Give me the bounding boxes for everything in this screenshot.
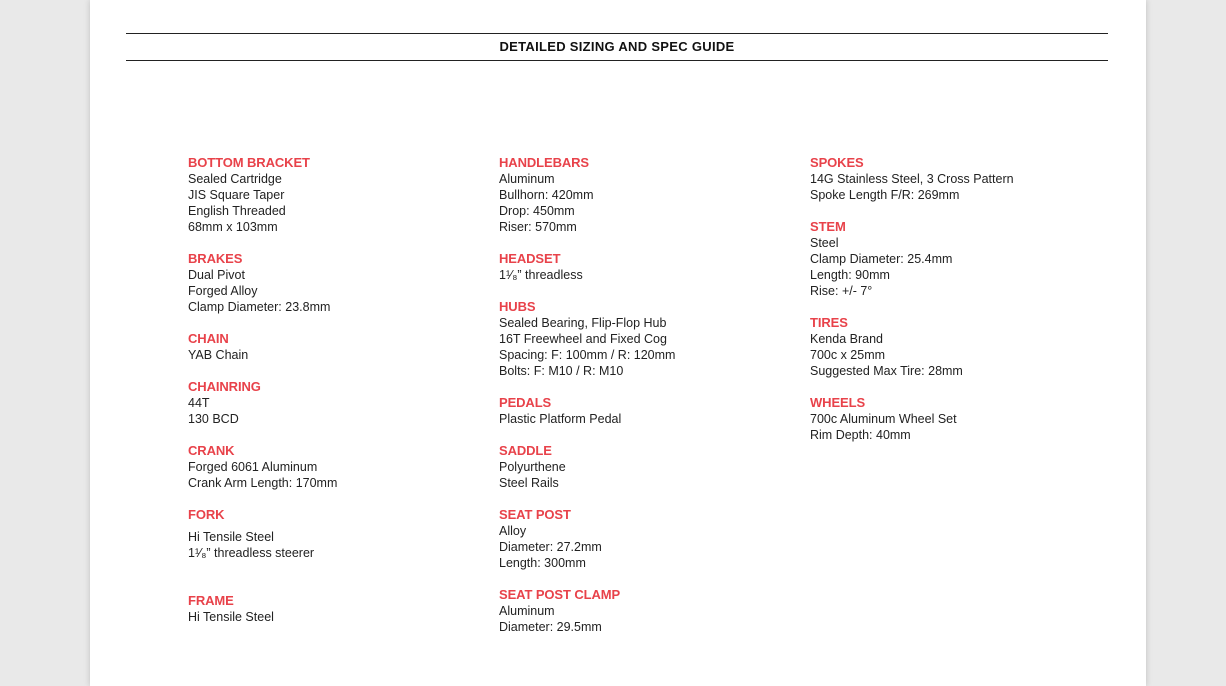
spec-value: Length: 300mm [499,556,586,570]
spec-value: 1¹⁄₈” threadless [499,268,583,282]
spec-title: PEDALS [499,395,552,410]
spec-value: Diameter: 27.2mm [499,540,602,554]
spec-value: Drop: 450mm [499,204,575,218]
spec-title: TIRES [810,315,848,330]
spec-column-1 [188,155,488,641]
spec-value: Alloy [499,524,527,538]
spec-value: Hi Tensile Steel [188,610,274,624]
spec-title: SADDLE [499,443,552,458]
spec-block [499,251,799,283]
spec-title: HEADSET [499,251,561,266]
spec-block [188,251,488,315]
spec-value: Aluminum [499,604,555,618]
spec-title: BRAKES [188,251,243,266]
spec-value: Polyurthene [499,460,566,474]
spec-block [188,443,488,491]
spec-title: SPOKES [810,155,864,170]
header-bar [126,33,1108,61]
spec-value: Spoke Length F/R: 269mm [810,188,960,202]
spec-value: Kenda Brand [810,332,883,346]
spec-block [499,299,799,379]
spec-title: BOTTOM BRACKET [188,155,310,170]
spec-block [499,395,799,427]
spec-value: 1¹⁄₈” threadless steerer [188,546,315,560]
spec-value: Suggested Max Tire: 28mm [810,364,963,378]
spec-block [188,593,488,625]
spec-value: Dual Pivot [188,268,245,282]
spec-title: CHAIN [188,331,229,346]
spec-block [810,219,1110,299]
spec-value: Steel Rails [499,476,559,490]
spec-title: STEM [810,219,846,234]
spec-title: SEAT POST CLAMP [499,587,621,602]
spec-value: Rise: +/- 7° [810,284,873,298]
spec-value: Clamp Diameter: 25.4mm [810,252,953,266]
spec-value: Sealed Bearing, Flip-Flop Hub [499,316,667,330]
spec-value: YAB Chain [188,348,249,362]
spec-value: 16T Freewheel and Fixed Cog [499,332,667,346]
spec-value: JIS Square Taper [188,188,285,202]
spec-title: CHAINRING [188,379,261,394]
spec-title: HANDLEBARS [499,155,590,170]
spec-title: SEAT POST [499,507,571,522]
spec-value: Sealed Cartridge [188,172,282,186]
spec-title: CRANK [188,443,235,458]
spec-block [188,155,488,235]
spec-value: Crank Arm Length: 170mm [188,476,338,490]
spec-value: Length: 90mm [810,268,890,282]
spec-value: Diameter: 29.5mm [499,620,602,634]
spec-value: 68mm x 103mm [188,220,278,234]
spec-value: 14G Stainless Steel, 3 Cross Pattern [810,172,1014,186]
spec-title: WHEELS [810,395,866,410]
spec-column-2 [499,155,799,651]
page-title: DETAILED SIZING AND SPEC GUIDE [499,39,735,54]
spec-block [188,379,488,427]
spec-value: Bullhorn: 420mm [499,188,594,202]
document-page [90,0,1146,686]
spec-block [499,507,799,571]
spec-value: Clamp Diameter: 23.8mm [188,300,331,314]
spec-value: 130 BCD [188,412,239,426]
spec-title: FRAME [188,593,234,608]
spec-block [188,331,488,363]
spec-value: Forged 6061 Aluminum [188,460,318,474]
spec-value: 700c Aluminum Wheel Set [810,412,957,426]
spec-value: English Threaded [188,204,286,218]
spec-value: Steel [810,236,839,250]
spec-value: Spacing: F: 100mm / R: 120mm [499,348,676,362]
spec-value: Plastic Platform Pedal [499,412,622,426]
spec-value: Bolts: F: M10 / R: M10 [499,364,624,378]
spec-value: Hi Tensile Steel [188,530,274,544]
spec-block [188,507,488,561]
spec-block [499,587,799,635]
spec-value: Riser: 570mm [499,220,577,234]
spec-block [810,315,1110,379]
spec-value: Rim Depth: 40mm [810,428,911,442]
spec-block [499,443,799,491]
spec-column-3 [810,155,1110,459]
spec-value: 44T [188,396,210,410]
spec-value: Forged Alloy [188,284,258,298]
spec-value: Aluminum [499,172,555,186]
spec-block [499,155,799,235]
spec-title: FORK [188,507,225,522]
spec-block [810,395,1110,443]
spec-value: 700c x 25mm [810,348,886,362]
spec-title: HUBS [499,299,536,314]
spec-block [810,155,1110,203]
